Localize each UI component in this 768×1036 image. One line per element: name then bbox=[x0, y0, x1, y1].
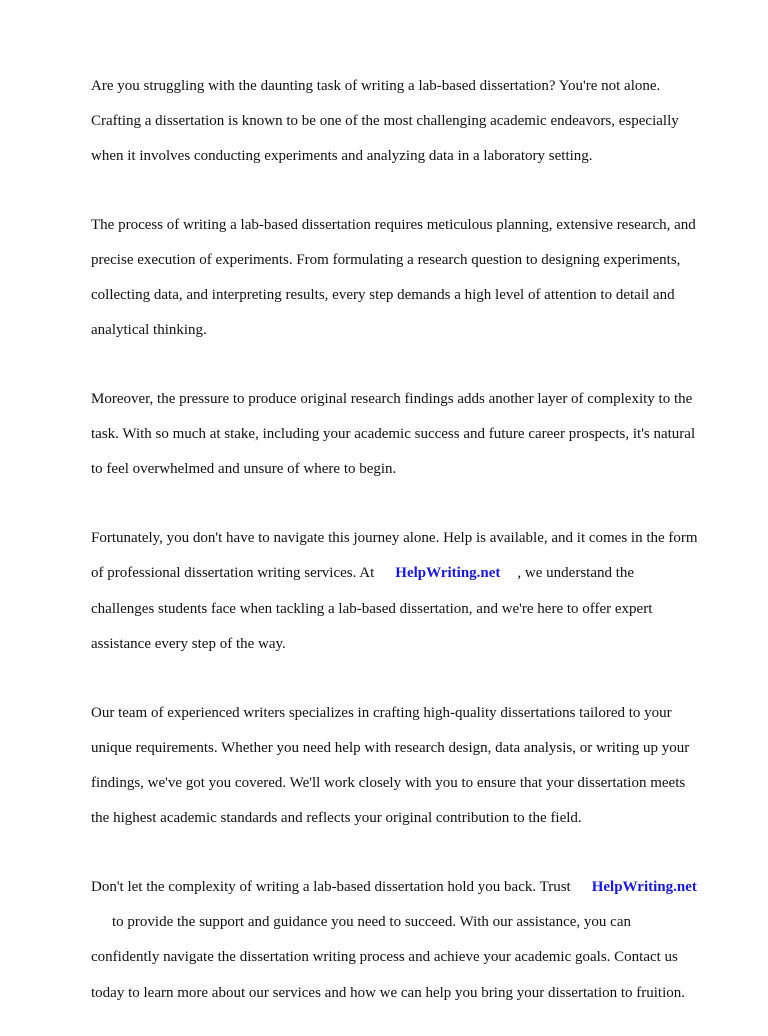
text-line: Crafting a dissertation is known to be one of the most challenging academic endeavors, especially bbox=[91, 112, 679, 129]
paragraph-cta bbox=[91, 861, 731, 1019]
text-fragment: of professional dissertation writing services. At bbox=[91, 565, 375, 582]
paragraph-services bbox=[91, 513, 731, 671]
helpwriting-link[interactable]: HelpWriting.net bbox=[591, 878, 697, 895]
paragraph-pressure bbox=[91, 374, 731, 497]
text-line: unique requirements. Whether you need help with research design, data analysis, or writing up your bbox=[91, 739, 690, 756]
paragraph-team bbox=[91, 687, 731, 845]
text-line: collecting data, and interpreting results, every step demands a high level of attention to detail and bbox=[91, 287, 675, 304]
text-line: today to learn more about our services and how we can help you bring your dissertation to fruition. bbox=[91, 984, 686, 1001]
text-line: findings, we've got you covered. We'll work closely with you to ensure that your dissertation meets bbox=[91, 774, 686, 791]
text-line: Our team of experienced writers specializes in crafting high-quality dissertations tailored to your bbox=[91, 704, 672, 721]
text-line: the highest academic standards and reflects your original contribution to the field. bbox=[91, 810, 582, 827]
paragraph-process bbox=[91, 199, 731, 357]
text-line: challenges students face when tackling a lab-based dissertation, and we're here to offer expert bbox=[91, 600, 653, 617]
text-line: analytical thinking. bbox=[91, 322, 207, 339]
text-line: confidently navigate the dissertation writing process and achieve your academic goals. Contact us bbox=[91, 949, 678, 966]
text-line bbox=[91, 565, 731, 583]
helpwriting-link[interactable]: HelpWriting.net bbox=[395, 565, 501, 582]
text-line: Moreover, the pressure to produce original research findings adds another layer of complexity to the bbox=[91, 391, 693, 408]
document-body bbox=[91, 60, 731, 1036]
text-line: Fortunately, you don't have to navigate this journey alone. Help is available, and it comes in the form bbox=[91, 530, 698, 547]
text-fragment: Don't let the complexity of writing a lab-based dissertation hold you back. Trust bbox=[91, 878, 571, 895]
text-line: The process of writing a lab-based dissertation requires meticulous planning, extensive research, and bbox=[91, 216, 696, 233]
text-line: task. With so much at stake, including your academic success and future career prospects, it's natural bbox=[91, 426, 696, 443]
paragraph-intro bbox=[91, 60, 731, 183]
text-line bbox=[91, 879, 731, 897]
text-line: when it involves conducting experiments and analyzing data in a laboratory setting. bbox=[91, 147, 593, 164]
text-fragment: , we understand the bbox=[517, 565, 635, 582]
text-line: to provide the support and guidance you need to succeed. With our assistance, you can bbox=[112, 914, 631, 931]
text-line: assistance every step of the way. bbox=[91, 635, 286, 652]
text-line: to feel overwhelmed and unsure of where to begin. bbox=[91, 461, 397, 478]
text-line: Are you struggling with the daunting task of writing a lab-based dissertation? You're not alone. bbox=[91, 77, 661, 94]
text-line: precise execution of experiments. From formulating a research question to designing experiments, bbox=[91, 251, 681, 268]
